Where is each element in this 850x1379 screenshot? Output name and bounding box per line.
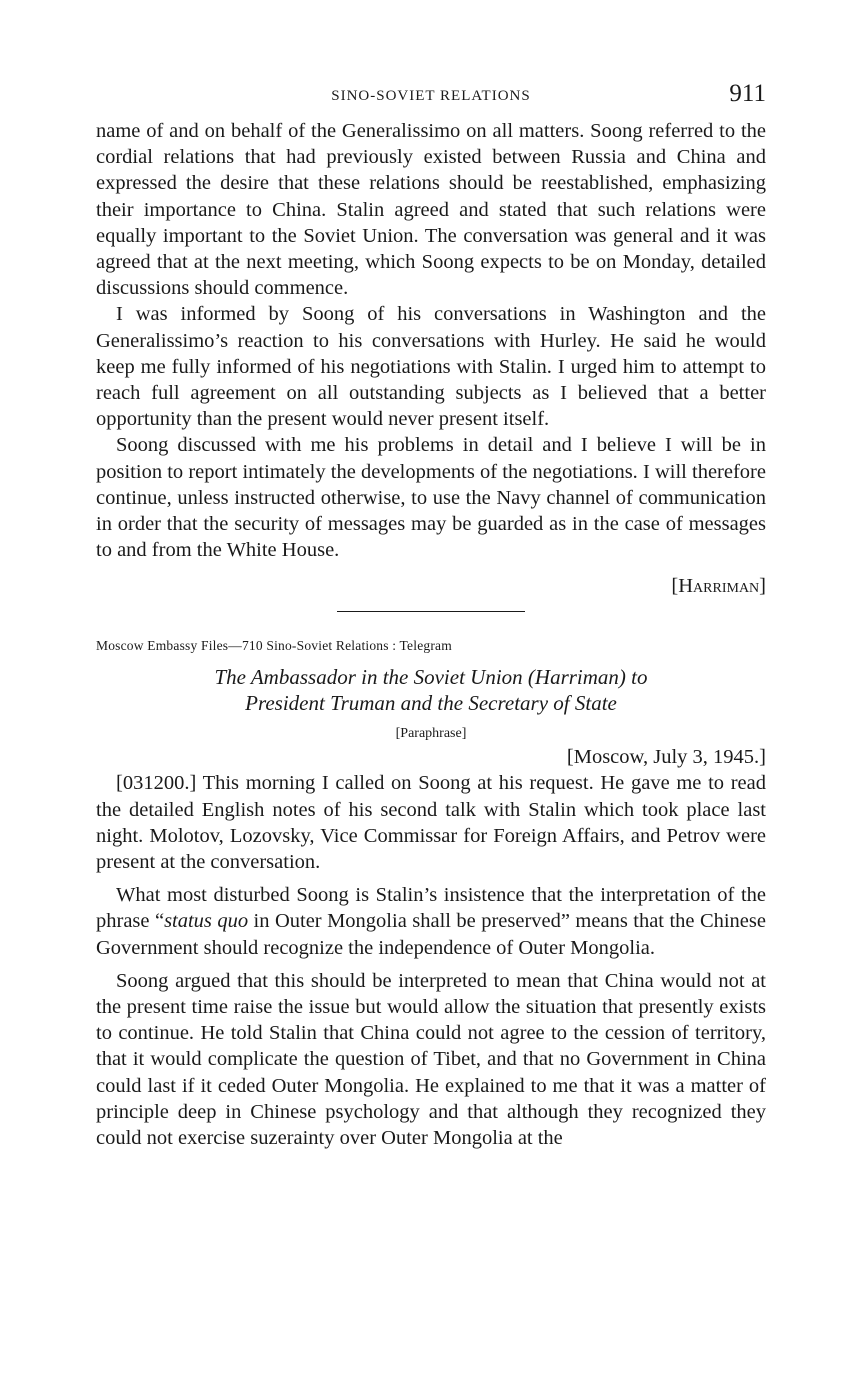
body-paragraph [96, 882, 766, 961]
body-paragraph-continued: name of and on behalf of the Generalissimo on all matters. Soong referred to the cordial relations that had previously existed between Russia and China and expressed the desire that these relations should be reestablished, emphasizing their importance to China. Stalin agreed and stated that such relations were equally important to the Soviet Union. The conversation was general and it was agreed that at the next meeting, which Soong expects to be on Monday, detailed discussions should commence. [96, 120, 766, 300]
document-title-line: President Truman and the Secretary of State [245, 691, 617, 716]
signature: [Harriman] [671, 575, 766, 598]
section-divider [337, 611, 525, 612]
body-paragraph: [031200.] This morning I called on Soong at his request. He gave me to read the detailed English notes of his second talk with Stalin which took place last night. Molotov, Lozovsky, Vice Commissar for Foreign Affairs, and Petrov were present at the conversation. [96, 772, 766, 874]
dateline: [Moscow, July 3, 1945.] [566, 746, 766, 769]
running-title: SINO-SOVIET RELATIONS [331, 88, 531, 104]
running-head [96, 78, 766, 118]
paragraph-text: What most disturbed Soong is Stalin’s insistence that the interpretation of the phrase “ [96, 884, 766, 933]
paragraph-text: in Outer Mongolia shall be preserved” means that the Chinese Government should recognize the independence of Outer Mongolia. [96, 910, 766, 959]
italic-phrase: status quo [164, 910, 249, 933]
source-citation: Moscow Embassy Files—710 Sino-Soviet Relations : Telegram [96, 638, 452, 654]
body-paragraph: Soong discussed with me his problems in detail and I believe I will be in position to report intimately the developments of the negotiations. I will therefore continue, unless instructed otherwise, to use the Navy channel of communication in order that the security of messages may be guarded as in the case of messages to and from the White House. [96, 434, 766, 562]
page-number: 911 [729, 80, 766, 107]
document-title [96, 664, 766, 716]
body-paragraph: I was informed by Soong of his conversations in Washington and the Generalissimo’s reaction to his conversations with Hurley. He said he would keep me fully informed of his negotiations with Stalin. I urged him to attempt to reach full agreement on all outstanding subjects as I believed that a better opportunity than the present would never present itself. [96, 303, 766, 431]
document-page [96, 78, 766, 1151]
document-note: [Paraphrase] [395, 726, 467, 742]
body-paragraph: Soong argued that this should be interpreted to mean that China would not at the present time raise the issue but would allow the situation that presently exists to continue. He told Stalin that China could not agree to the cession of territory, that it would complicate the question of Tibet, and that no Government in China could last if it ceded Outer Mongolia. He explained to me that it was a matter of principle deep in Chinese psychology and that although they recognized they could not exercise suzerainty over Outer Mongolia at the [96, 969, 766, 1150]
document-title-line: The Ambassador in the Soviet Union (Harriman) to [214, 665, 648, 690]
